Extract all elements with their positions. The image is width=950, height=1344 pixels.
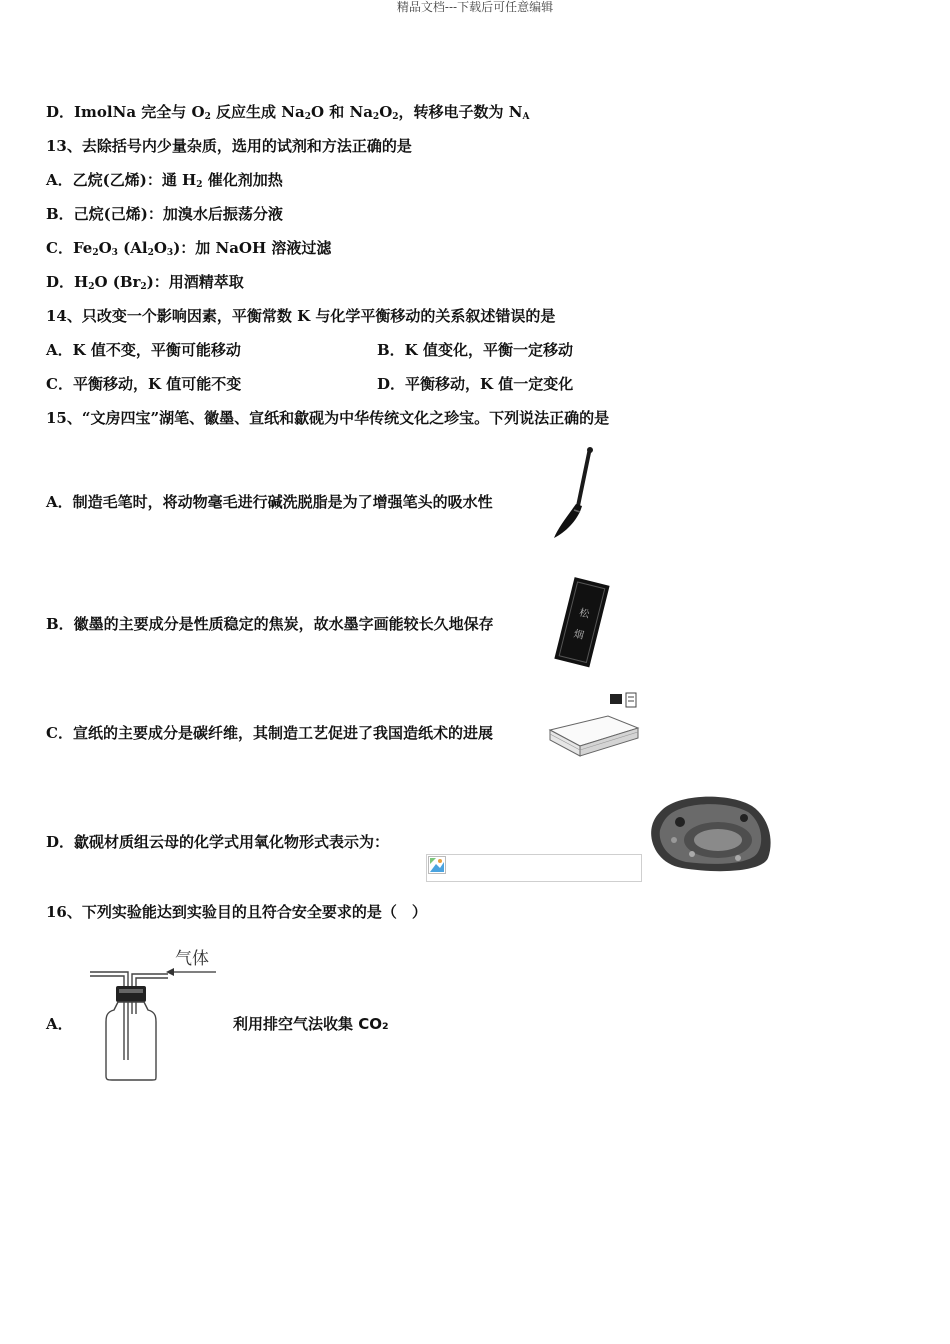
- ink-stick-text-2: 烟: [572, 628, 585, 642]
- q14-option-c: C．平衡移动，K 值可能不变: [46, 375, 242, 393]
- gas-washing-bottle-image: [88, 962, 220, 1086]
- text-seg: 催化剂加热: [202, 171, 283, 189]
- subscript: 2: [372, 112, 380, 122]
- text-seg: )：用酒精萃取: [146, 273, 244, 291]
- q15-option-d: D．歙砚材质组云母的化学式用氧化物形式表示为：: [46, 833, 390, 851]
- q14-stem: 14、只改变一个影响因素，平衡常数 K 与化学平衡移动的关系叙述错误的是: [46, 307, 556, 325]
- q15-option-c: C．宣纸的主要成分是碳纤维，其制造工艺促进了我国造纸术的进展: [46, 724, 493, 742]
- q16-option-a-text: 利用排空气法收集 CO₂: [233, 1015, 389, 1033]
- q13-stem: 13、去除括号内少量杂质，选用的试剂和方法正确的是: [46, 137, 412, 155]
- ink-stick-text-1: 松: [577, 607, 591, 621]
- q14-option-b: B．K 值变化，平衡一定移动: [377, 341, 573, 359]
- text-seg: 反应生成 Na: [210, 103, 305, 121]
- subscript: 3: [111, 248, 118, 258]
- q12-option-d: [46, 102, 529, 127]
- brush-image: [548, 444, 598, 540]
- text-seg: A．乙烷(乙烯)：通 H: [46, 171, 197, 189]
- broken-image-icon: [428, 856, 446, 874]
- text-seg: O: [98, 239, 112, 257]
- text-seg: O (Br: [94, 273, 141, 291]
- subscript: 2: [147, 248, 154, 258]
- text-seg: O: [379, 103, 393, 121]
- q13-option-d: [46, 272, 244, 297]
- ink-stick-image: [546, 576, 616, 668]
- q16-option-a-label: A．: [46, 1015, 73, 1033]
- subscript: 3: [166, 248, 174, 258]
- q16-stem: 16、下列实验能达到实验目的且符合安全要求的是（ ）: [46, 903, 427, 921]
- text-seg: ，转移电子数为 N: [398, 103, 523, 121]
- xuan-paper-image: [546, 690, 642, 764]
- subscript: A: [522, 112, 530, 122]
- q15-option-a: A．制造毛笔时，将动物毫毛进行碱洗脱脂是为了增强笔头的吸水性: [46, 493, 493, 511]
- text-seg: ImolNa 完全与 O: [74, 103, 205, 121]
- text-seg: C．Fe: [46, 239, 93, 257]
- subscript: 2: [196, 180, 203, 190]
- formula-image-placeholder: [426, 854, 642, 882]
- text-seg: (Al: [117, 239, 148, 257]
- gas-label: 气体: [175, 949, 209, 969]
- text-seg: D．H: [46, 273, 89, 291]
- option-label: D．: [46, 103, 75, 121]
- subscript: 2: [392, 112, 399, 122]
- q13-option-c: [46, 238, 331, 263]
- q13-option-a: [46, 170, 283, 195]
- inkstone-image: [648, 792, 776, 874]
- subscript: 2: [92, 248, 99, 258]
- subscript: 2: [88, 282, 95, 292]
- q13-option-b: B．己烷(己烯)：加溴水后振荡分液: [46, 205, 283, 223]
- text-seg: O 和 Na: [310, 103, 373, 121]
- q15-option-b: B．徽墨的主要成分是性质稳定的焦炭，故水墨字画能较长久地保存: [46, 615, 494, 633]
- subscript: 2: [304, 112, 311, 122]
- subscript: 2: [140, 282, 147, 292]
- q15-stem: 15、“文房四宝”湖笔、徽墨、宣纸和歙砚为中华传统文化之珍宝。下列说法正确的是: [46, 409, 610, 427]
- text-seg: O: [153, 239, 167, 257]
- subscript: 2: [204, 112, 211, 122]
- q14-option-d: D．平衡移动，K 值一定变化: [377, 375, 574, 393]
- text-seg: )：加 NaOH 溶液过滤: [173, 239, 332, 257]
- page-header: 精品文档---下载后可任意编辑: [396, 0, 554, 14]
- q14-option-a: A．K 值不变，平衡可能移动: [46, 341, 241, 359]
